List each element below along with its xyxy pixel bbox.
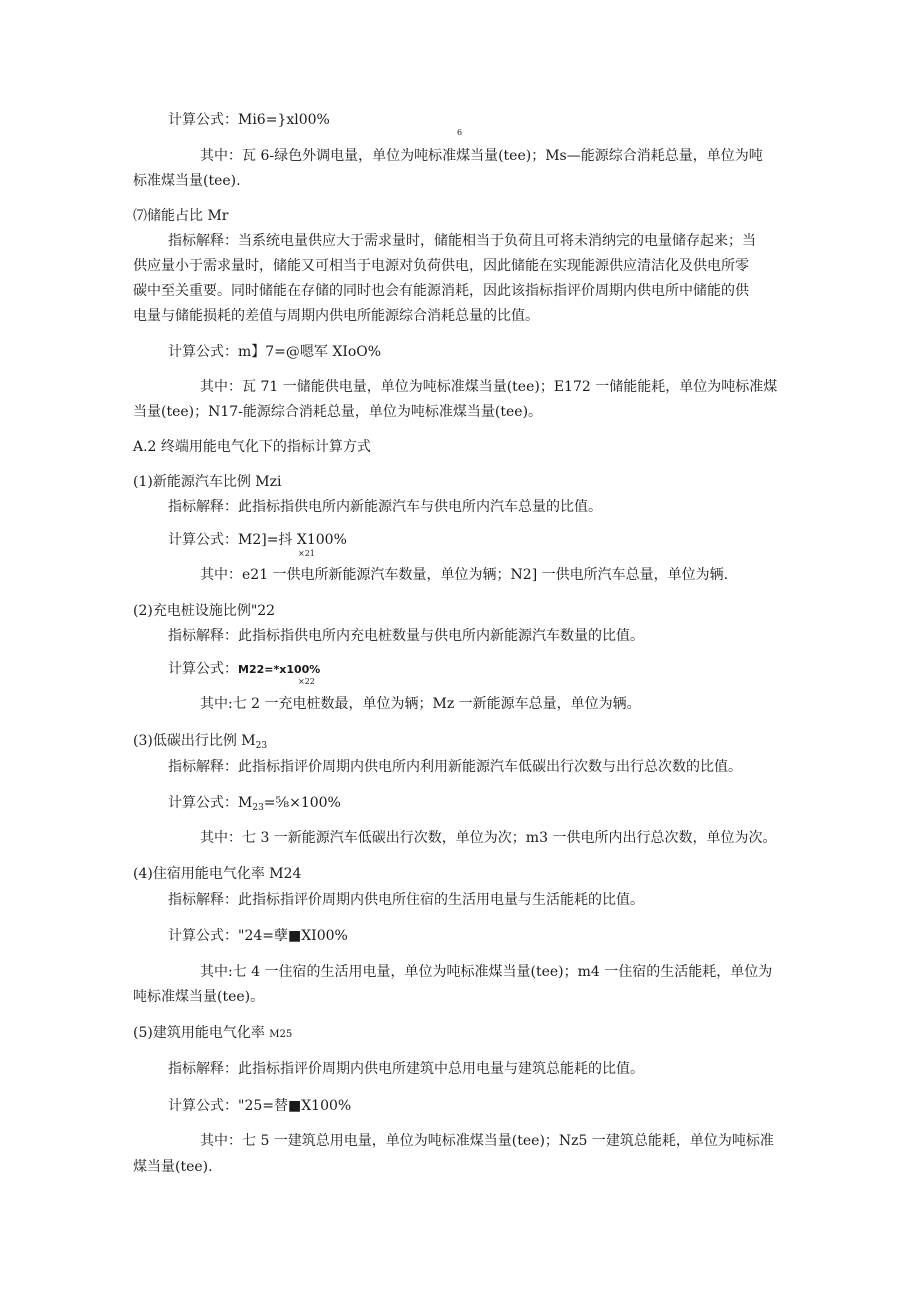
formula-m16: 计算公式：Mi6=}xl00% bbox=[168, 112, 330, 128]
where-low-carbon-travel: 其中：七 3 一新能源汽车低碳出行次数，单位为次；m3 一供电所内出行总次数，单位为次。 bbox=[200, 830, 777, 846]
formula-part-a: 计算公式：M bbox=[168, 795, 253, 811]
low-carbon-travel-explanation: 指标解释：此指标指评价周期内供电所内利用新能源汽车低碳出行次数与出行总次数的比值。 bbox=[168, 759, 742, 775]
section-title-storage: ⑺储能占比 Mr bbox=[133, 208, 229, 224]
where-m16-line1: 其中：瓦 6-绿色外调电量，单位为吨标准煤当量(tee)；Ms—能源综合消耗总量，单位为吨 bbox=[200, 148, 763, 164]
formula-label: 计算公式： bbox=[168, 661, 238, 677]
formula-charging-pile-subscript: ×22 bbox=[298, 677, 315, 686]
where-lodging-line2: 吨标准煤当量(tee)。 bbox=[133, 989, 265, 1005]
title-text: (5)建筑用能电气化率 bbox=[133, 1025, 265, 1041]
title-text: (3)低碳出行比例 M bbox=[133, 733, 256, 749]
storage-explanation-line3: 碳中至关重要。同时储能在存储的同时也会有能源消耗，因此该指标指评价周期内供电所中储能的供 bbox=[133, 283, 749, 299]
storage-explanation-line1: 指标解释：当系统电量供应大于需求量时，储能相当于负荷且可将未消纳完的电量储存起来；当 bbox=[168, 233, 756, 249]
storage-explanation-line4: 电量与储能损耗的差值与周期内供电所能源综合消耗总量的比值。 bbox=[133, 308, 539, 324]
where-nev-ratio: 其中：e21 一供电所新能源汽车数量，单位为辆；N2] 一供电所汽车总量，单位为辆. bbox=[200, 567, 729, 583]
formula-low-carbon-travel bbox=[168, 793, 341, 818]
formula-nev-ratio: 计算公式：M2]=抖 X100% bbox=[168, 532, 347, 548]
section-title-nev-ratio: (1)新能源汽车比例 Mzi bbox=[133, 474, 282, 490]
section-title-lodging-electrification: (4)住宿用能电气化率 M24 bbox=[133, 866, 302, 882]
formula-lodging: 计算公式："24=孽■XI00% bbox=[168, 928, 348, 944]
formula-part-b: =⅝×100% bbox=[263, 795, 341, 811]
where-charging-pile: 其中:七 2 一充电桩数最，单位为辆；Mz 一新能源车总量，单位为辆。 bbox=[200, 696, 641, 712]
nev-ratio-explanation: 指标解释：此指标指供电所内新能源汽车与供电所内汽车总量的比值。 bbox=[168, 499, 602, 515]
section-title-low-carbon-travel bbox=[133, 731, 267, 756]
building-explanation: 指标解释：此指标指评价周期内供电所建筑中总用电量与建筑总能耗的比值。 bbox=[168, 1061, 644, 1077]
charging-pile-explanation: 指标解释：此指标指供电所内充电桩数量与供电所内新能源汽车数量的比值。 bbox=[168, 628, 644, 644]
where-lodging-line1: 其中:七 4 一住宿的生活用电量，单位为吨标准煤当量(tee)；m4 一住宿的生活能耗，单位为 bbox=[200, 964, 773, 980]
lodging-explanation: 指标解释：此指标指评价周期内供电所住宿的生活用电量与生活能耗的比值。 bbox=[168, 892, 644, 908]
where-m16-line2: 标准煤当量(tee). bbox=[133, 173, 241, 189]
where-storage-line2: 当量(tee)；N17-能源综合消耗总量，单位为吨标准煤当量(tee)。 bbox=[133, 404, 543, 420]
formula-storage: 计算公式：m】7=@嗯军 XIoO% bbox=[168, 344, 382, 360]
where-building-line1: 其中：七 5 一建筑总用电量，单位为吨标准煤当量(tee)；Nz5 一建筑总能耗，单位为吨标准 bbox=[200, 1133, 774, 1149]
storage-explanation-line2: 供应量小于需求量时，储能又可相当于电源对负荷供电，因此储能在实现能源供应清洁化及供电所零 bbox=[133, 258, 749, 274]
formula-expression: M22=*x100% bbox=[238, 663, 321, 676]
section-title-building-electrification bbox=[133, 1023, 292, 1045]
heading-a2: A.2 终端用能电气化下的指标计算方式 bbox=[133, 439, 371, 455]
formula-building: 计算公式："25=替■X100% bbox=[168, 1098, 352, 1114]
formula-nev-ratio-subscript: ×21 bbox=[298, 549, 315, 558]
title-subscript: 23 bbox=[255, 741, 268, 751]
where-building-line2: 煤当量(tee). bbox=[133, 1159, 213, 1175]
section-title-charging-pile: (2)充电桩设施比例"22 bbox=[133, 603, 276, 619]
formula-subscript: 23 bbox=[252, 803, 264, 813]
where-storage-line1: 其中：瓦 71 一储能供电量，单位为吨标准煤当量(tee)；E172 一储能能耗，单位为吨标准煤 bbox=[200, 379, 778, 395]
title-small-symbol: M25 bbox=[269, 1029, 293, 1040]
formula-m16-subscript: 6 bbox=[457, 128, 463, 137]
